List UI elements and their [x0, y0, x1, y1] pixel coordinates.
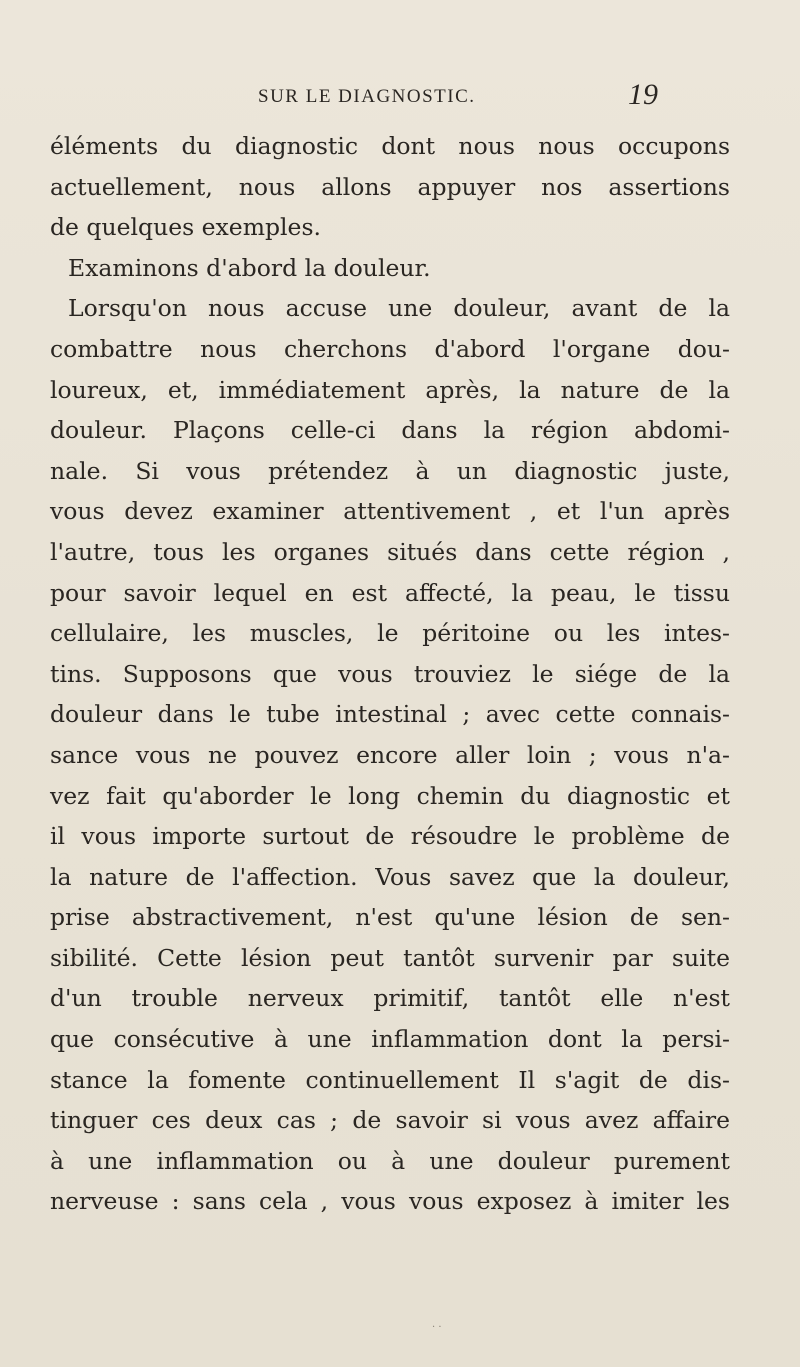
- body-text: [50, 126, 730, 1222]
- text-line: pour savoir lequel en est affecté, la peau, le tissu: [50, 578, 730, 607]
- text-line: que consécutive à une inflammation dont la persi-: [50, 1025, 730, 1054]
- text-line: sance vous ne pouvez encore aller loin ; vous n'a-: [50, 740, 730, 769]
- text-line: tins. Supposons que vous trouviez le siége de la: [50, 659, 730, 688]
- text-line: douleur. Plaçons celle-ci dans la région abdomi-: [50, 416, 730, 445]
- text-line: douleur dans le tube intestinal ; avec cette connais-: [50, 700, 730, 729]
- text-line: loureux, et, immédiatement après, la nature de la: [50, 375, 730, 404]
- text-line: prise abstractivement, n'est qu'une lésion de sen-: [50, 903, 730, 932]
- text-line: de quelques exemples.: [50, 213, 321, 242]
- text-line: vous devez examiner attentivement , et l'un après: [50, 497, 730, 526]
- text-line: vez fait qu'aborder le long chemin du diagnostic et: [50, 781, 730, 810]
- text-line: la nature de l'affection. Vous savez que la douleur,: [50, 862, 730, 891]
- text-line: actuellement, nous allons appuyer nos assertions: [50, 172, 730, 201]
- text-line: stance la fomente continuellement Il s'agit de dis-: [50, 1065, 730, 1094]
- text-line: à une inflammation ou à une douleur purement: [50, 1146, 730, 1175]
- text-line: nerveuse : sans cela , vous vous exposez à imiter les: [50, 1187, 730, 1216]
- print-speck: · ·: [432, 1322, 442, 1333]
- text-line: éléments du diagnostic dont nous nous occupons: [50, 132, 730, 160]
- text-line: tinguer ces deux cas ; de savoir si vous avez affaire: [50, 1106, 730, 1135]
- text-line: d'un trouble nerveux primitif, tantôt elle n'est: [50, 984, 730, 1013]
- text-line: Examinons d'abord la douleur.: [68, 253, 431, 282]
- page-number: 19: [628, 78, 658, 111]
- text-line: cellulaire, les muscles, le péritoine ou les intes-: [50, 619, 730, 648]
- running-head: SUR LE DIAGNOSTIC.: [258, 86, 476, 107]
- text-line: combattre nous cherchons d'abord l'organe dou-: [50, 334, 730, 363]
- text-line: Lorsqu'on nous accuse une douleur, avant de la: [68, 294, 730, 323]
- text-line: sibilité. Cette lésion peut tantôt survenir par suite: [50, 943, 730, 972]
- text-line: l'autre, tous les organes situés dans cette région ,: [50, 537, 730, 566]
- text-line: nale. Si vous prétendez à un diagnostic juste,: [50, 456, 730, 485]
- text-line: il vous importe surtout de résoudre le problème de: [50, 822, 730, 851]
- page-header: [0, 78, 800, 122]
